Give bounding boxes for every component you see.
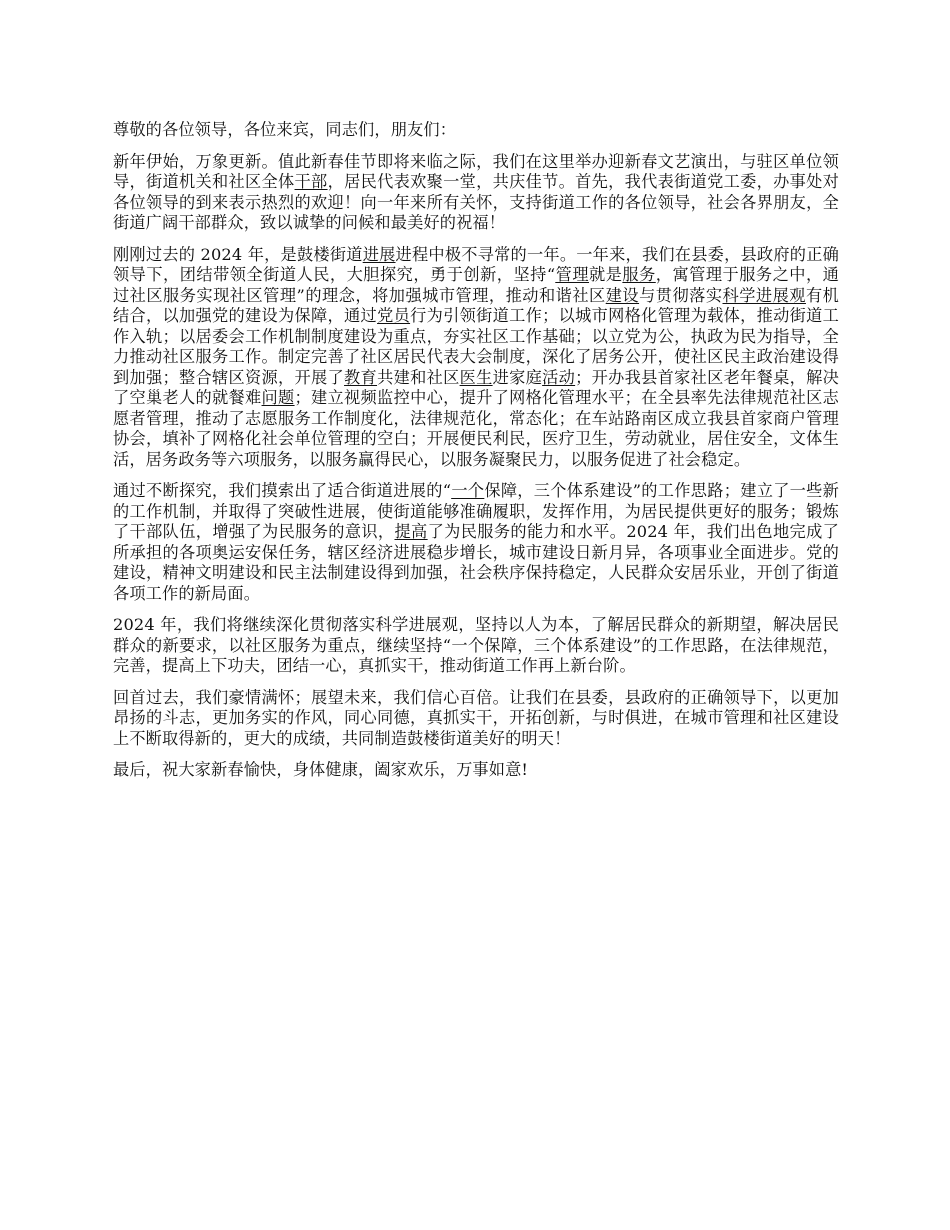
closing-paragraph	[113, 760, 839, 781]
paragraph-text: 新年伊始，万象更新。值此新春佳节即将来临之际，我们在这里举办迎新春文艺演出，与驻区单位领导，街道机关和社区全体	[113, 151, 839, 191]
paragraph-text: ，寓管理于服务之中，通过社区服务实现社区管理”的理念，将加强城市管理，推动和谐社区	[113, 265, 839, 305]
plan-paragraph	[113, 615, 839, 677]
inline-link[interactable]: 建设	[605, 285, 640, 305]
paragraph-text: ，居民代表欢聚一堂，共庆佳节。首先，我代表街道党工委，办事处对各位领导的到来表示热烈的欢迎！向一年来所有关怀，支持街道工作的各位领导，社会各界朋友，全街道广阔干部群众，致以诚挚的问候和最美好的祝福！	[113, 172, 839, 232]
inline-link[interactable]: 问题	[261, 388, 295, 407]
paragraph-text: 刚刚过去的 2024 年，是鼓楼街道	[113, 244, 363, 264]
inline-link[interactable]: 党员	[377, 306, 411, 325]
paragraph-text: 就是	[589, 265, 623, 284]
paragraph-text: 有机结合，以加强党的建设为保障，通过	[113, 285, 839, 325]
paragraph-text: 了为民服务的能力和水平。2024 年，我们出色地完成了所承担的各项奥运安保任务，辖区经济进展稳步增长，城市建设日新月异，各项事业全面进步。党的建设，精神文明建设和民主法制建设得到加强，社会秩序保持稳定，人民群众安居乐业，开创了街道各项工作的新局面。	[113, 522, 839, 603]
paragraph-text: 进程中极不寻常的一年。一年来，我们在县委，县政府的正确领导下，团结带领全街道人民，大胆探究，勇于创新，坚持“	[113, 244, 839, 284]
salutation-paragraph	[113, 120, 839, 141]
inline-link[interactable]: 管理	[555, 265, 590, 284]
paragraph-text: 进家庭	[492, 367, 543, 387]
inline-link[interactable]: 进展	[362, 244, 396, 264]
paragraph-text: 回首过去，我们豪情满怀；展望未来，我们信心百倍。让我们在县委，县政府的正确领导下，以更加昂扬的斗志，更加务实的作风，同心同德，真抓实干，开拓创新，与时俱进，在城市管理和社区建设上不断取得新的，更大的成绩，共同制造鼓楼街道美好的明天！	[113, 687, 839, 748]
inline-link[interactable]: 教育	[344, 367, 378, 387]
paragraph-text: 最后，祝大家新春愉快，身体健康，阖家欢乐，万事如意!	[113, 760, 529, 779]
inline-link[interactable]: 提高	[394, 522, 428, 541]
paragraph-text: 尊敬的各位领导，各位来宾，同志们，朋友们：	[113, 120, 457, 139]
paragraph-text: 保障，三个体系建设”的工作思路；建立了一些新的工作机制，并取得了突破性进展，使街道能够准确履职，发挥作用，为居民提供更好的服务；锻炼了干部队伍，增强了为民服务的意识，	[113, 481, 839, 541]
paragraph-text: 2024 年，我们将继续深化贯彻落实科学进展观，坚持以人为本，了解居民群众的新期望，解决居民群众的新要求，以社区服务为重点，继续坚持“一个保障，三个体系建设”的工作思路，在法律规范，完善，提高上下功夫，团结一心，真抓实干，推动街道工作再上新台阶。	[113, 615, 839, 675]
paragraph-text: 行为引领街道工作；以城市网格化管理为载体，推动街道工作入轨；以居委会工作机制制度建设为重点，夯实社区工作基础；以立党为公，执政为民为指导，全力推动社区服务工作。制定完善了社区居民代表大会制度，深化了居务公开，使社区民主政治建设得到加强；整合辖区资源，开展了	[113, 306, 839, 387]
paragraph-text: ；建立视频监控中心，提升了网格化管理水平；在全县率先法律规范社区志愿者管理，推动了志愿服务工作制度化，法律规范化，常态化；在车站路南区成立我县首家商户管理协会，填补了网格化社会单位管理的空白；开展便民利民，医疗卫生，劳动就业，居住安全，文体生活，居务政务等六项服务，以服务赢得民心，以服务凝聚民力，以服务促进了社会稳定。	[113, 388, 839, 469]
outlook-paragraph	[113, 688, 839, 750]
inline-link[interactable]: 一个	[451, 481, 485, 500]
paragraph-text: ；开办我县首家社区老年餐桌，解决了空巢老人的就餐难	[113, 367, 839, 407]
paragraph-text: 通过不断探究，我们摸索出了适合街道进展的“	[113, 481, 452, 500]
summary-paragraph	[113, 481, 839, 604]
paragraph-text: 共建和社区	[377, 367, 460, 387]
inline-link[interactable]: 活动	[542, 367, 576, 387]
document-page	[113, 120, 839, 792]
inline-link[interactable]: 医生	[459, 367, 493, 387]
inline-link[interactable]: 科学进展观	[722, 285, 806, 305]
review-paragraph	[113, 245, 839, 471]
inline-link[interactable]: 干部	[294, 172, 328, 191]
inline-link[interactable]: 服务	[622, 265, 656, 284]
paragraph-text: 与贯彻落实	[639, 285, 723, 305]
opening-paragraph	[113, 152, 839, 234]
